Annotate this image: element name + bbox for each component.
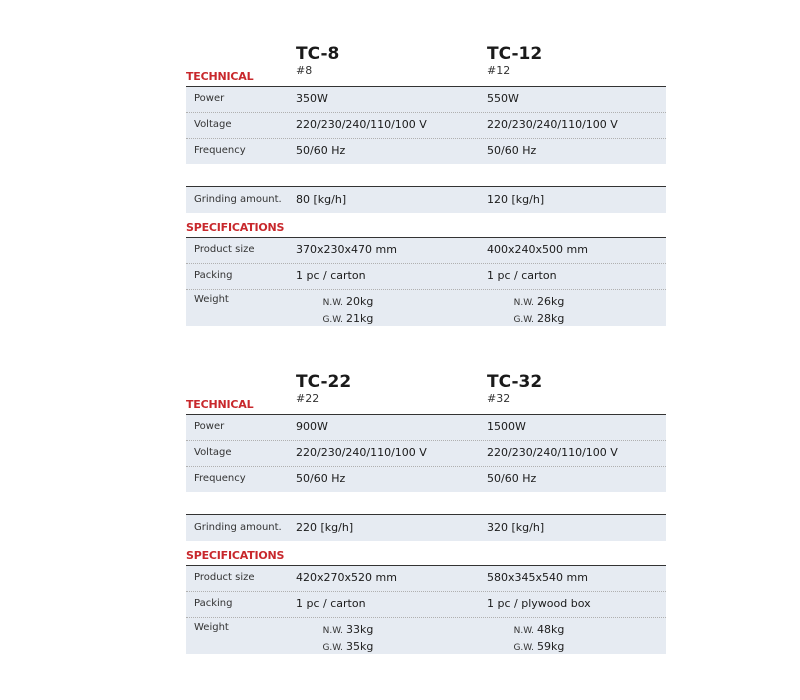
row-value: 220/230/240/110/100 V — [296, 446, 427, 459]
nw-label: N.W. — [513, 626, 534, 636]
row-label: Voltage — [194, 119, 232, 130]
table-row — [186, 238, 666, 264]
nw-label: N.W. — [322, 298, 343, 308]
table-row — [186, 87, 666, 113]
net-weight: 26kg — [537, 295, 565, 308]
net-weight: 20kg — [346, 295, 374, 308]
table-row — [186, 415, 666, 441]
weight-values — [321, 294, 373, 328]
row-label: Weight — [194, 294, 229, 305]
table-row — [186, 441, 666, 467]
model-number: #22 — [296, 392, 320, 405]
row-value: 420x270x520 mm — [296, 571, 397, 584]
nw-label: N.W. — [322, 626, 343, 636]
grinding-table — [186, 186, 666, 213]
specifications-label: SPECIFICATIONS — [186, 549, 285, 562]
gross-weight: 21kg — [346, 312, 374, 325]
spec-block-1 — [186, 44, 666, 326]
gw-label: G.W. — [513, 315, 534, 325]
row-value: 550W — [487, 92, 519, 105]
gross-weight: 35kg — [346, 640, 374, 653]
weight-row — [186, 290, 666, 326]
row-value: 1500W — [487, 420, 526, 433]
gw-label: G.W. — [322, 643, 343, 653]
row-label: Packing — [194, 598, 233, 609]
model-number: #32 — [487, 392, 511, 405]
row-label: Product size — [194, 572, 255, 583]
gw-label: G.W. — [513, 643, 534, 653]
model-number: #8 — [296, 64, 313, 77]
gw-label: G.W. — [322, 315, 343, 325]
row-label: Packing — [194, 270, 233, 281]
technical-label: TECHNICAL — [186, 398, 254, 411]
technical-label: TECHNICAL — [186, 70, 254, 83]
row-value: 320 [kg/h] — [487, 521, 545, 534]
row-value: 400x240x500 mm — [487, 243, 588, 256]
table-row — [186, 264, 666, 290]
row-value: 50/60 Hz — [296, 144, 346, 157]
table-row — [186, 186, 666, 213]
model-name: TC-32 — [487, 372, 543, 392]
row-value: 350W — [296, 92, 328, 105]
technical-table — [186, 414, 666, 492]
row-value: 220/230/240/110/100 V — [487, 118, 618, 131]
row-value: 50/60 Hz — [487, 472, 537, 485]
gross-weight: 28kg — [537, 312, 565, 325]
row-value: 220/230/240/110/100 V — [296, 118, 427, 131]
specifications-label: SPECIFICATIONS — [186, 221, 285, 234]
row-value: 580x345x540 mm — [487, 571, 588, 584]
specifications-table — [186, 565, 666, 654]
net-weight: 48kg — [537, 623, 565, 636]
row-label: Voltage — [194, 447, 232, 458]
model-header — [296, 372, 351, 406]
net-weight: 33kg — [346, 623, 374, 636]
row-value: 900W — [296, 420, 328, 433]
model-header — [487, 44, 542, 78]
row-label: Grinding amount. — [194, 522, 282, 533]
spec-block-2 — [186, 372, 666, 654]
row-value: 1 pc / carton — [296, 269, 366, 282]
model-number: #12 — [487, 64, 511, 77]
row-value: 50/60 Hz — [296, 472, 346, 485]
row-label: Product size — [194, 244, 255, 255]
table-row — [186, 467, 666, 492]
gross-weight: 59kg — [537, 640, 565, 653]
row-value: 1 pc / carton — [487, 269, 557, 282]
row-label: Power — [194, 93, 225, 104]
table-row — [186, 139, 666, 164]
grinding-table — [186, 514, 666, 541]
model-name: TC-22 — [296, 372, 352, 392]
row-value: 220/230/240/110/100 V — [487, 446, 618, 459]
weight-values — [512, 622, 564, 656]
table-row — [186, 592, 666, 618]
row-value: 120 [kg/h] — [487, 193, 545, 206]
model-header — [296, 44, 339, 78]
row-label: Power — [194, 421, 225, 432]
technical-table — [186, 86, 666, 164]
model-name: TC-8 — [296, 44, 340, 64]
row-value: 220 [kg/h] — [296, 521, 354, 534]
row-label: Frequency — [194, 473, 246, 484]
table-row — [186, 566, 666, 592]
weight-row — [186, 618, 666, 654]
row-label: Frequency — [194, 145, 246, 156]
table-row — [186, 514, 666, 541]
row-value: 1 pc / plywood box — [487, 597, 591, 610]
model-name: TC-12 — [487, 44, 543, 64]
nw-label: N.W. — [513, 298, 534, 308]
row-value: 1 pc / carton — [296, 597, 366, 610]
table-row — [186, 113, 666, 139]
row-value: 370x230x470 mm — [296, 243, 397, 256]
weight-values — [321, 622, 373, 656]
row-label: Grinding amount. — [194, 194, 282, 205]
row-value: 50/60 Hz — [487, 144, 537, 157]
model-header — [487, 372, 542, 406]
weight-values — [512, 294, 564, 328]
specifications-table — [186, 237, 666, 326]
row-value: 80 [kg/h] — [296, 193, 347, 206]
row-label: Weight — [194, 622, 229, 633]
